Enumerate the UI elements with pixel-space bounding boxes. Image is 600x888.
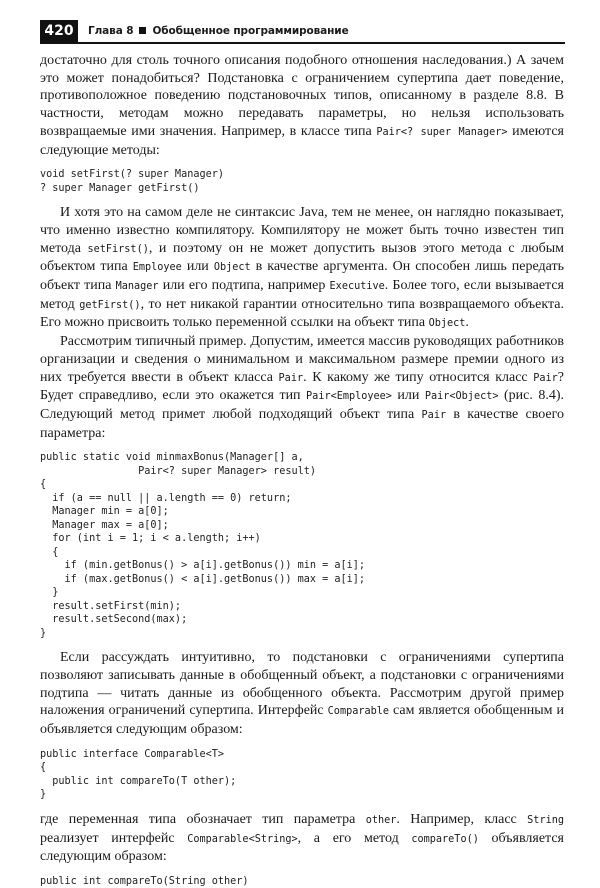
code-block-2: public static void minmaxBonus(Manager[] a, Pair<? super Manager> result) { if (a == null || a.length == 0) return; Manager min = a[0]; Manager max = a[0]; for (int i = 1; i < a.length; i++) { if (min.getBonus() > a[i].getBonus()) min = a[i]; if (max.getBonus() < a[i].getBonus()) max = a[i]; } result.setFirst(min); result.setSecond(max); } <box>40 452 366 639</box>
inline-code: Pair<Employee> <box>306 391 392 403</box>
text: . <box>465 315 469 331</box>
page-number: 420 <box>40 20 78 42</box>
paragraph-2 <box>40 204 564 333</box>
text: , а его метод <box>297 830 412 846</box>
text: ? Будет справедливо, если это окажется тип <box>40 369 565 404</box>
inline-code: String <box>527 814 564 826</box>
paragraph-1 <box>40 52 564 159</box>
paragraph-4 <box>40 649 564 739</box>
code-block-1: void setFirst(? super Manager) ? super Manager getFirst() <box>40 169 225 194</box>
text: где переменная типа обозначает тип параметра <box>40 811 366 827</box>
inline-code: Employee <box>132 262 182 274</box>
text: или <box>181 259 214 275</box>
inline-code: getFirst() <box>79 299 141 311</box>
inline-code: Pair<Object> <box>424 391 499 403</box>
body-text <box>40 52 564 888</box>
text: в качестве аргумента. Он способен лишь передать объект типа <box>40 259 565 294</box>
text: , и поэтому он не может допустить вызов этого метода с любым объектом типа <box>40 240 564 275</box>
chapter-heading <box>88 23 349 39</box>
running-header <box>40 20 565 44</box>
inline-code: Pair <box>278 372 304 384</box>
chapter-label: Глава 8 <box>88 25 134 37</box>
text: Рассмотрим типичный пример. Допустим, имеется массив руководящих работников организации и сведения о минимальном и максимальном размере премии одного из них требуется ввести в объект класса <box>40 334 564 385</box>
chapter-title: Обобщенное программирование <box>152 25 349 37</box>
text: реализует интерфейс <box>40 830 188 846</box>
text: (рис. 8.4). Следующий метод примет любой подходящий объект типа <box>40 388 564 422</box>
text: . Более того, если вызывается метод <box>40 278 564 312</box>
inline-code: Comparable<String> <box>187 833 298 845</box>
paragraph-3 <box>40 333 564 442</box>
text: . Например, класс <box>396 811 528 827</box>
text: , то нет никакой гарантии относительно типа возвращаемого объекта. Его можно присвоить только переменной ссылки на объект типа <box>40 296 564 331</box>
inline-code: Executive <box>329 281 385 293</box>
text: или его подтипа, например <box>158 278 330 294</box>
text: в качестве своего параметра: <box>40 406 564 441</box>
paragraph-5 <box>40 811 564 866</box>
inline-code: Comparable <box>327 706 390 718</box>
inline-code: setFirst() <box>87 243 149 255</box>
text: имеются следующие методы: <box>40 123 564 158</box>
square-bullet-icon <box>139 27 146 34</box>
inline-code: Pair <box>533 372 558 384</box>
inline-code: compareTo() <box>411 833 479 845</box>
inline-code: Pair<? super Manager> <box>376 126 508 138</box>
text: Если рассуждать интуитивно, то подстановки с ограничениями супертипа позволяют записывать данные в обобщенный объект, а подстановки с ограничениями подтипа — читать данные из обобщенного объекта. Рассмотрим другой пример наложения ограничений супертипа. Интерфейс <box>40 650 564 719</box>
inline-code: Pair <box>421 409 447 421</box>
text: И хотя это на самом деле не синтаксис Java, тем не менее, он наглядно показывает, что именно известно компилятору. Компилятору не может быть точно известен тип метода <box>40 205 564 256</box>
code-block-4: public int compareTo(String other) <box>40 875 249 887</box>
text: сам является обобщенным и объявляется следующим образом: <box>40 703 565 738</box>
text: или <box>391 388 425 404</box>
inline-code: Manager <box>115 281 159 293</box>
inline-code: Object <box>213 262 251 274</box>
inline-code: other <box>365 814 397 826</box>
text: . К какому же типу относится класс <box>303 369 534 385</box>
text: объявляется следующим образом: <box>40 830 564 865</box>
code-block-3: public interface Comparable<T> { public int compareTo(T other); } <box>40 748 237 801</box>
inline-code: Object <box>428 318 466 330</box>
text: достаточно для столь точного описания подобного отношения наследования.) А зачем это может понадобиться? Подстановка с ограничением супертипа дает поведение, противоположное поведению подстановочных типов, описанному в разделе 8.8. В частности, методам можно передавать параметры, но нельзя использовать возвращаемые ими значения. Например, в классе типа <box>40 53 564 139</box>
